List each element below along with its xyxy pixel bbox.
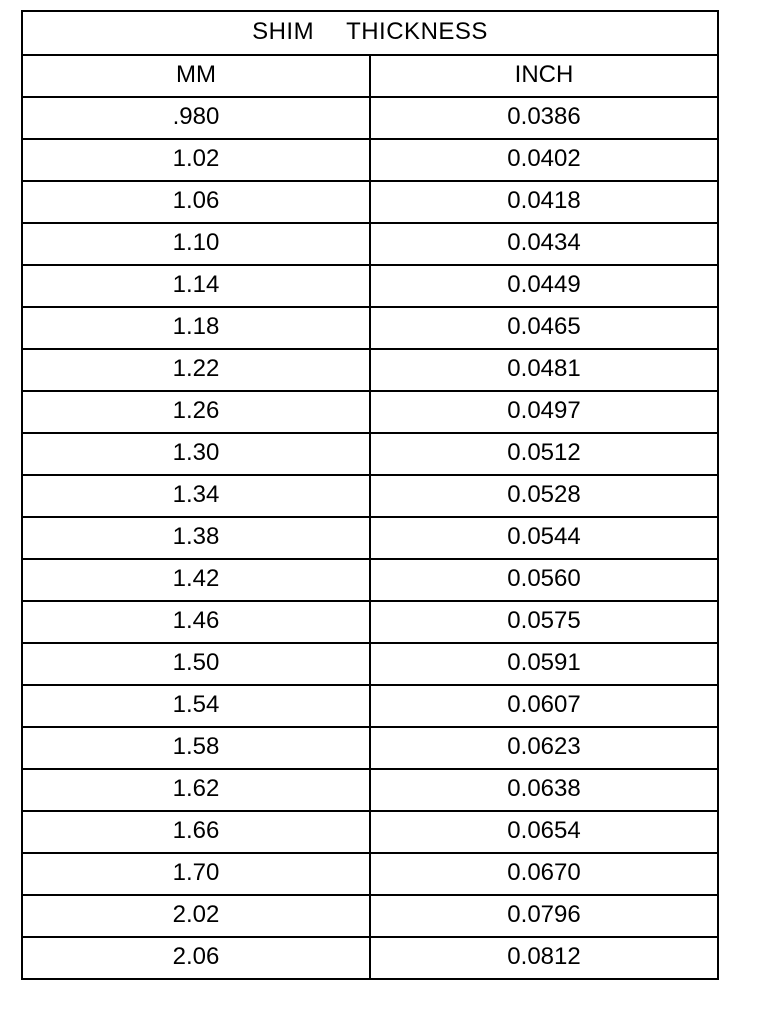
- inch-cell: 0.0418: [370, 181, 718, 223]
- mm-cell: 1.54: [22, 685, 370, 727]
- inch-cell: 0.0528: [370, 475, 718, 517]
- mm-cell: .980: [22, 97, 370, 139]
- table-row: [22, 475, 718, 517]
- mm-cell: 1.02: [22, 139, 370, 181]
- inch-cell: 0.0654: [370, 811, 718, 853]
- inch-cell: 0.0638: [370, 769, 718, 811]
- mm-cell: 1.30: [22, 433, 370, 475]
- table-row: [22, 265, 718, 307]
- table-row: [22, 391, 718, 433]
- table-row: [22, 811, 718, 853]
- mm-cell: 1.42: [22, 559, 370, 601]
- table-row: [22, 643, 718, 685]
- title-row: [22, 11, 718, 55]
- table-title-right: THICKNESS: [346, 18, 488, 45]
- mm-cell: 1.26: [22, 391, 370, 433]
- table-row: [22, 181, 718, 223]
- shim-thickness-table: [21, 10, 719, 980]
- table-row: [22, 349, 718, 391]
- table-row: [22, 559, 718, 601]
- inch-cell: 0.0402: [370, 139, 718, 181]
- table-row: [22, 937, 718, 979]
- mm-cell: 1.62: [22, 769, 370, 811]
- column-header-row: [22, 55, 718, 97]
- column-header-inch: INCH: [370, 55, 718, 97]
- table-body: [22, 97, 718, 979]
- table-row: [22, 307, 718, 349]
- inch-cell: 0.0796: [370, 895, 718, 937]
- inch-cell: 0.0812: [370, 937, 718, 979]
- table-row: [22, 223, 718, 265]
- column-header-mm: MM: [22, 55, 370, 97]
- mm-cell: 1.46: [22, 601, 370, 643]
- inch-cell: 0.0449: [370, 265, 718, 307]
- mm-cell: 2.06: [22, 937, 370, 979]
- inch-cell: 0.0512: [370, 433, 718, 475]
- inch-cell: 0.0497: [370, 391, 718, 433]
- table-row: [22, 601, 718, 643]
- table-row: [22, 895, 718, 937]
- table-row: [22, 769, 718, 811]
- mm-cell: 1.38: [22, 517, 370, 559]
- table-title-left: SHIM: [252, 18, 315, 45]
- mm-cell: 1.70: [22, 853, 370, 895]
- inch-cell: 0.0434: [370, 223, 718, 265]
- inch-cell: 0.0607: [370, 685, 718, 727]
- mm-cell: 1.58: [22, 727, 370, 769]
- table-row: [22, 517, 718, 559]
- table-row: [22, 727, 718, 769]
- mm-cell: 1.22: [22, 349, 370, 391]
- table-row: [22, 97, 718, 139]
- inch-cell: 0.0591: [370, 643, 718, 685]
- table-row: [22, 139, 718, 181]
- inch-cell: 0.0623: [370, 727, 718, 769]
- mm-cell: 1.18: [22, 307, 370, 349]
- inch-cell: 0.0670: [370, 853, 718, 895]
- inch-cell: 0.0465: [370, 307, 718, 349]
- mm-cell: 2.02: [22, 895, 370, 937]
- table-row: [22, 685, 718, 727]
- mm-cell: 1.14: [22, 265, 370, 307]
- inch-cell: 0.0560: [370, 559, 718, 601]
- inch-cell: 0.0481: [370, 349, 718, 391]
- mm-cell: 1.66: [22, 811, 370, 853]
- mm-cell: 1.50: [22, 643, 370, 685]
- mm-cell: 1.34: [22, 475, 370, 517]
- inch-cell: 0.0544: [370, 517, 718, 559]
- table-title: [22, 11, 718, 55]
- table-row: [22, 853, 718, 895]
- mm-cell: 1.10: [22, 223, 370, 265]
- table-header: [22, 11, 718, 97]
- inch-cell: 0.0386: [370, 97, 718, 139]
- inch-cell: 0.0575: [370, 601, 718, 643]
- table-row: [22, 433, 718, 475]
- mm-cell: 1.06: [22, 181, 370, 223]
